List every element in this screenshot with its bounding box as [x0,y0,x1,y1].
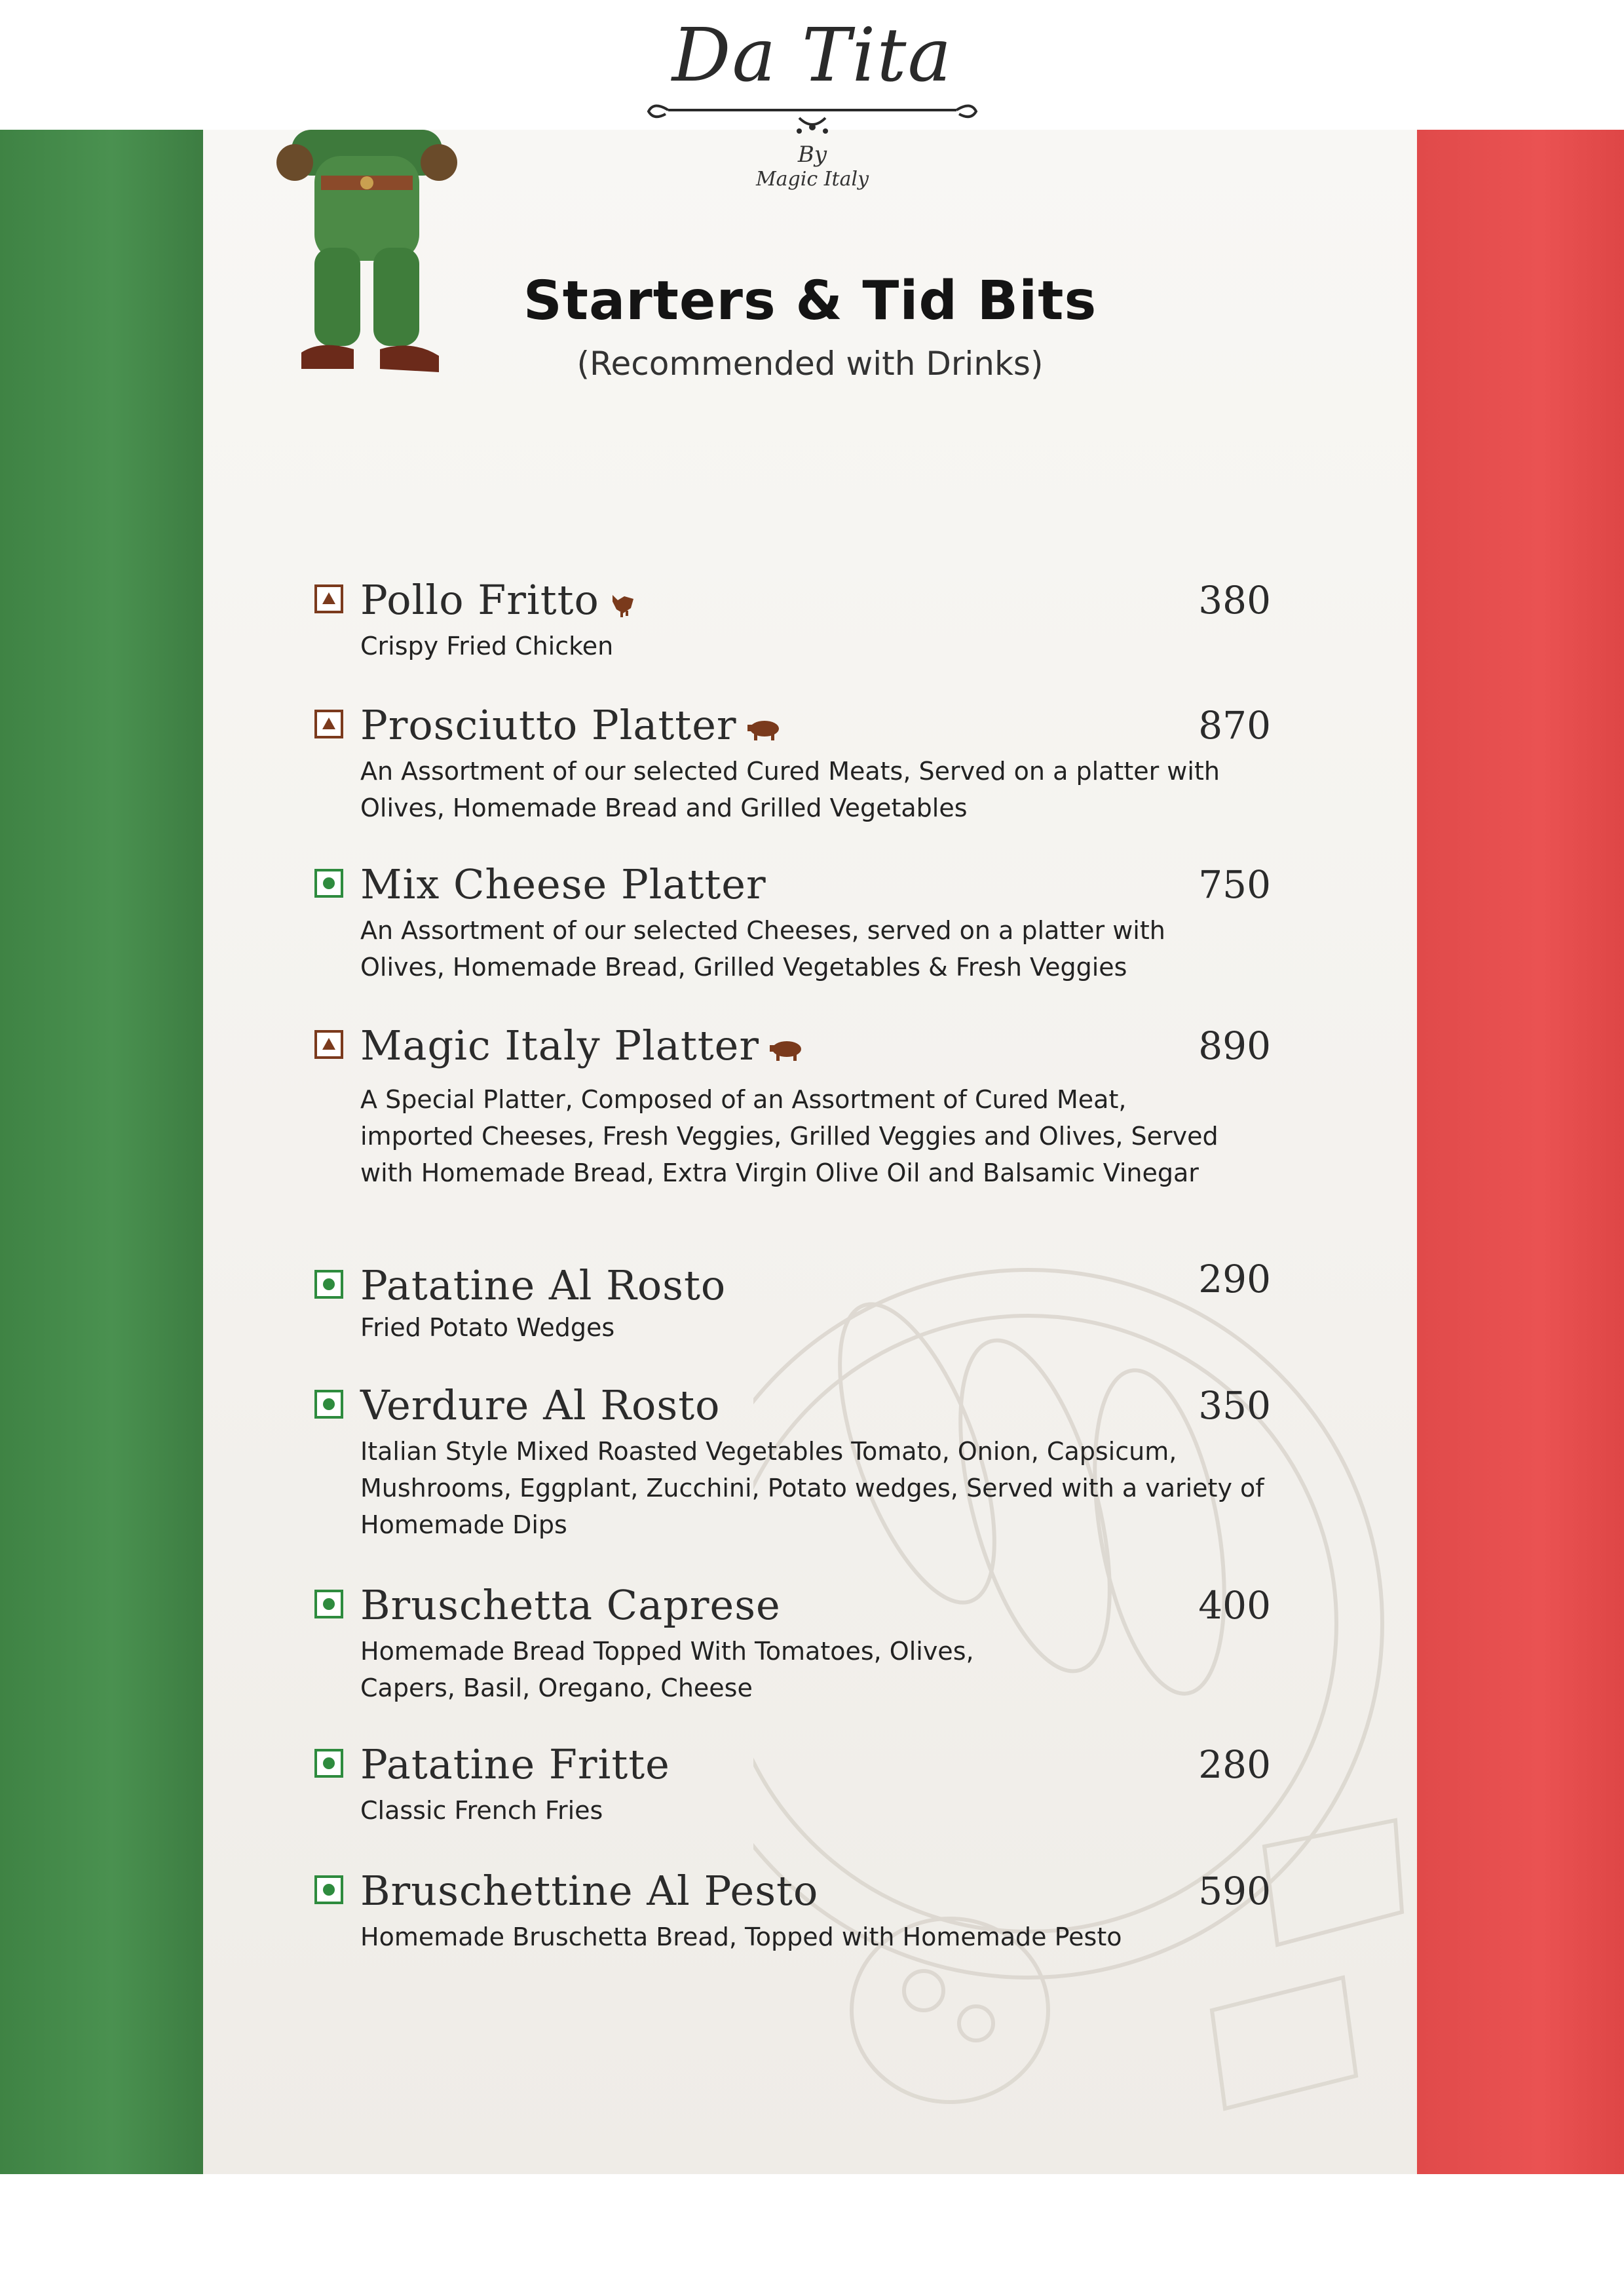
menu-item-description: A Special Platter, Composed of an Assortment of Cured Meat, imported Cheeses, Fresh Veggies, Grilled Veggies and Olives, Served with Homemade Bread, Extra Virgin Olive Oil and Balsamic Vinegar [360,1085,1218,1187]
menu-item-price: 280 [1198,1742,1271,1787]
menu-item-name: Pollo Fritto [360,575,637,625]
menu-item-price: 890 [1198,1024,1271,1068]
flag-red-band [1417,130,1624,2174]
menu-item-price: 870 [1198,703,1271,748]
pig-icon [745,716,784,742]
menu-item-name: Bruschetta Caprese [360,1581,781,1629]
menu-item-name: Bruschettine Al Pesto [360,1867,819,1915]
veg-marker-icon [314,1590,343,1618]
menu-item-description: Crispy Fried Chicken [360,632,614,660]
menu-item-description: Classic French Fries [360,1796,603,1825]
veg-marker-icon [314,1749,343,1778]
menu-item-description: Homemade Bread Topped With Tomatoes, Olives, Capers, Basil, Oregano, Cheese [360,1637,974,1702]
menu-item-description: Homemade Bruschetta Bread, Topped with Homemade Pesto [360,1923,1122,1951]
menu-item-description: An Assortment of our selected Cheeses, served on a platter with Olives, Homemade Bread, Grilled Vegetables & Fresh Veggies [360,916,1165,982]
section-subtitle: (Recommended with Drinks) [576,345,1044,383]
menu-item-price: 400 [1198,1583,1271,1628]
menu-item-name: Patatine Fritte [360,1740,670,1788]
veg-marker-icon [314,1270,343,1299]
menu-item-price: 750 [1198,862,1271,907]
flag-green-band [0,130,203,2174]
non-veg-marker-icon [314,710,343,738]
brand-subtitle: Magic Italy [755,168,869,191]
menu-item-price: 380 [1198,578,1271,622]
veg-marker-icon [314,1390,343,1419]
menu-item-name: Magic Italy Platter [360,1021,806,1071]
menu-item-description: An Assortment of our selected Cured Meats, Served on a platter with Olives, Homemade Bread and Grilled Vegetables [360,757,1220,822]
brand-by: By [797,142,827,168]
veg-marker-icon [314,1875,343,1904]
menu-item-name: Patatine Al Rosto [360,1261,727,1309]
menu-item-name: Verdure Al Rosto [360,1381,721,1429]
menu-item-name: Prosciutto Platter [360,700,784,750]
pig-icon [767,1036,806,1062]
menu-item-price: 290 [1198,1257,1271,1301]
non-veg-marker-icon [314,1030,343,1059]
veg-marker-icon [314,869,343,898]
menu-item-price: 350 [1198,1383,1271,1428]
menu-item-price: 590 [1198,1869,1271,1913]
section-title: Starters & Tid Bits [523,270,1097,332]
menu-item-description: Italian Style Mixed Roasted Vegetables Tomato, Onion, Capsicum, Mushrooms, Eggplant, Zucchini, Potato wedges, Served with a variety of Homemade Dips [360,1437,1264,1539]
chicken-icon [607,588,637,619]
menu-item-name: Mix Cheese Platter [360,860,766,908]
brand-name: Da Tita [671,13,953,98]
non-veg-marker-icon [314,584,343,613]
menu-item-description: Fried Potato Wedges [360,1313,615,1342]
brand-logo [629,7,996,191]
